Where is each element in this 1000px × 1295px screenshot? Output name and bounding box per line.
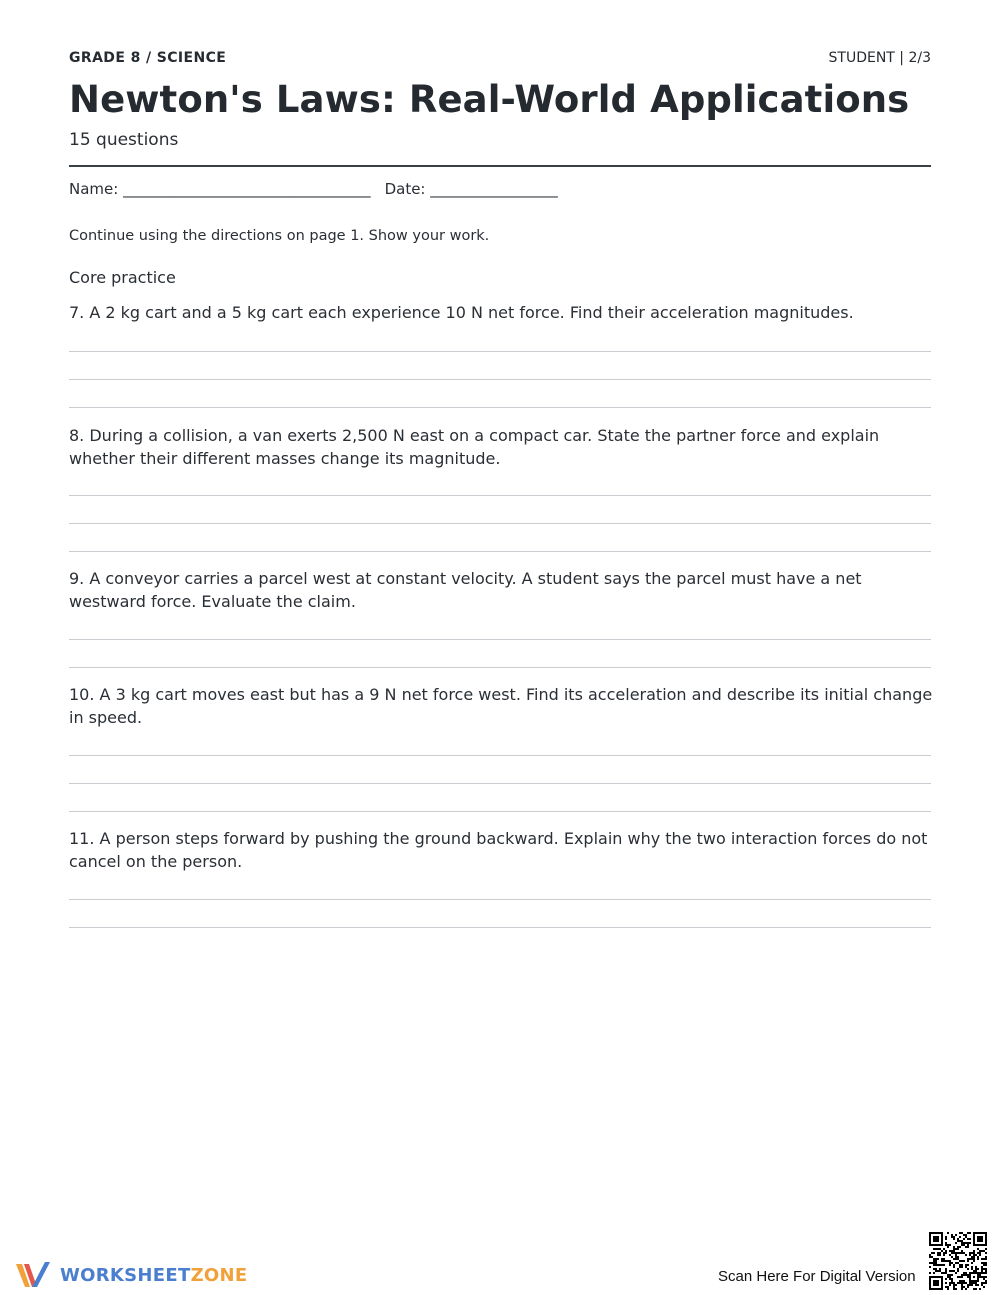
answer-line[interactable]	[69, 783, 931, 784]
worksheetzone-logo-icon	[14, 1260, 54, 1290]
worksheet-title: Newton's Laws: Real-World Applications	[69, 78, 910, 121]
section-label: Core practice	[69, 268, 176, 287]
answer-line[interactable]	[69, 351, 931, 352]
answer-line[interactable]	[69, 379, 931, 380]
worksheet-header-bar	[69, 50, 931, 68]
name-date-row	[69, 180, 558, 198]
worksheetzone-logo-text: WORKSHEETZONE	[60, 1264, 248, 1286]
answer-line[interactable]	[69, 927, 931, 928]
name-field[interactable]: Name: _________________________________	[69, 180, 371, 198]
answer-line[interactable]	[69, 755, 931, 756]
page-info-label: STUDENT | 2/3	[828, 50, 931, 66]
date-field[interactable]: Date: _________________	[384, 180, 558, 198]
answer-line[interactable]	[69, 899, 931, 900]
qr-code-icon[interactable]	[929, 1232, 987, 1290]
question-9: 9. A conveyor carries a parcel west at constant velocity. A student says the parcel must have a net westward force. Evaluate the claim.	[69, 569, 862, 611]
answer-line[interactable]	[69, 639, 931, 640]
answer-line[interactable]	[69, 523, 931, 524]
question-7: 7. A 2 kg cart and a 5 kg cart each experience 10 N net force. Find their acceleration magnitudes.	[69, 303, 854, 322]
question-11: 11. A person steps forward by pushing the ground backward. Explain why the two interaction forces do not cancel on the person.	[69, 829, 928, 871]
answer-line[interactable]	[69, 551, 931, 552]
answer-line[interactable]	[69, 495, 931, 496]
grade-subject-label: GRADE 8 / SCIENCE	[69, 50, 227, 66]
worksheetzone-logo[interactable]	[14, 1259, 248, 1291]
answer-line[interactable]	[69, 811, 931, 812]
question-10: 10. A 3 kg cart moves east but has a 9 N net force west. Find its acceleration and describe its initial change in speed.	[69, 685, 933, 727]
answer-line[interactable]	[69, 407, 931, 408]
scan-instruction: Scan Here For Digital Version	[718, 1268, 916, 1285]
header-divider	[69, 165, 931, 167]
question-count: 15 questions	[69, 130, 179, 150]
question-8: 8. During a collision, a van exerts 2,500 N east on a compact car. State the partner force and explain whether their different masses change its magnitude.	[69, 426, 880, 468]
answer-line[interactable]	[69, 667, 931, 668]
directions-text: Continue using the directions on page 1. Show your work.	[69, 228, 490, 244]
